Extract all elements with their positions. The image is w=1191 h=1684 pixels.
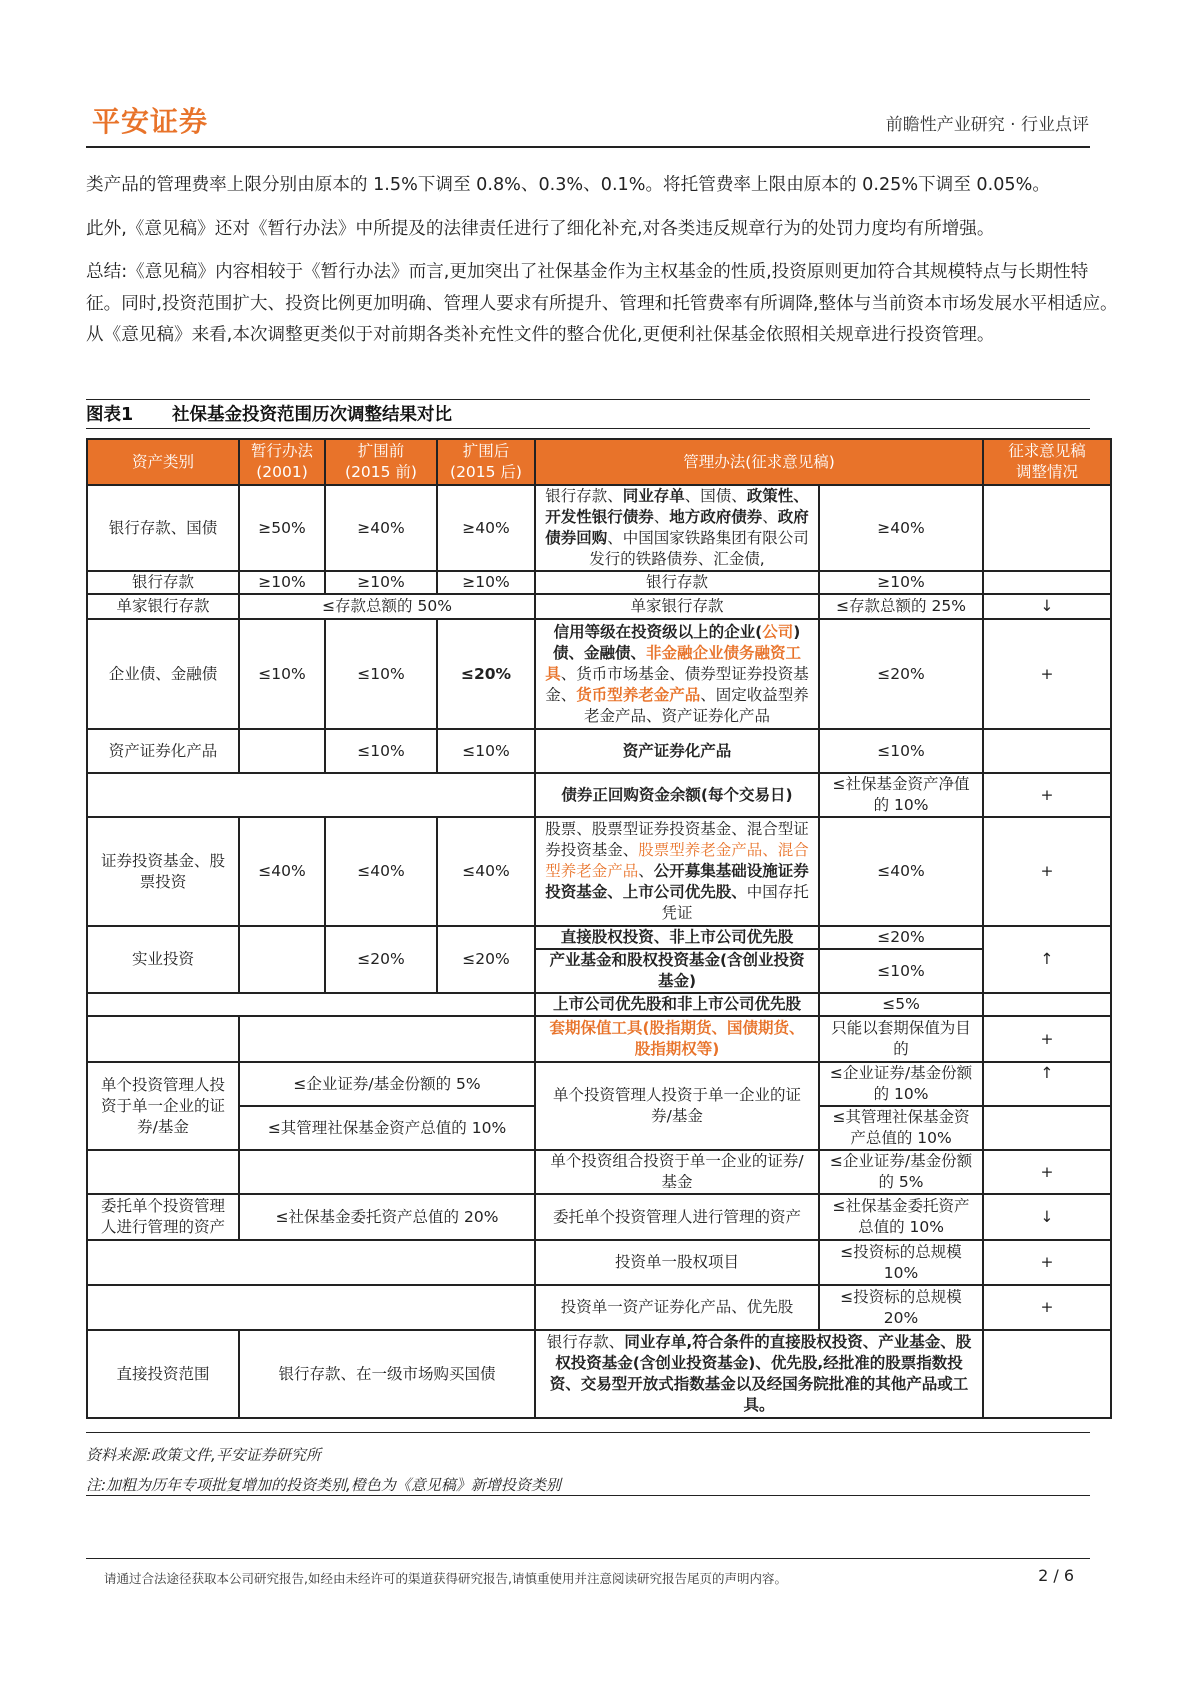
cell-value: ≤40% <box>325 817 437 926</box>
cell-value: ≥10% <box>437 571 535 594</box>
source-note: 资料来源:政策文件,平安证券研究所 <box>86 1446 321 1464</box>
header-divider <box>86 146 1090 148</box>
table-row <box>87 729 1111 773</box>
header-after-2015: 扩围后 (2015 后) <box>437 439 535 485</box>
cell-category: 直接投资范围 <box>87 1330 239 1418</box>
cell-draft-limit: ≤社保基金委托资产总值的 10% <box>819 1194 983 1240</box>
cell-value: ≤20% <box>437 619 535 729</box>
cell-empty <box>87 1150 239 1194</box>
figure-caption <box>86 401 452 426</box>
cell-value-merged: ≤企业证券/基金份额的 5% <box>239 1062 535 1106</box>
cell-draft-scope: 直接股权投资、非上市公司优先股 <box>535 926 819 949</box>
header-asset-class: 资产类别 <box>87 439 239 485</box>
cell-value <box>239 729 325 773</box>
cell-category: 企业债、金融债 <box>87 619 239 729</box>
cell-adjustment <box>983 1330 1111 1418</box>
cell-category: 银行存款、国债 <box>87 485 239 571</box>
cell-draft-scope: 单个投资组合投资于单一企业的证券/基金 <box>535 1150 819 1194</box>
cell-draft-scope: 委托单个投资管理人进行管理的资产 <box>535 1194 819 1240</box>
cell-value: ≤10% <box>239 619 325 729</box>
figure-title: 社保基金投资范围历次调整结果对比 <box>172 405 452 425</box>
cell-draft-limit: ≤存款总额的 25% <box>819 594 983 619</box>
cell-draft-scope: 银行存款 <box>535 571 819 594</box>
cell-value <box>239 926 325 993</box>
cell-draft-limit: ≥10% <box>819 571 983 594</box>
header-draft-measures: 管理办法(征求意见稿) <box>535 439 983 485</box>
cell-draft-limit: ≤企业证券/基金份额的 10% <box>819 1062 983 1106</box>
cell-draft-limit: ≤40% <box>819 817 983 926</box>
paragraph-summary: 总结:《意见稿》内容相较于《暂行办法》而言,更加突出了社保基金作为主权基金的性质,投资原则更加符合其规模特点与长期性特征。同时,投资范围扩大、投资比例更加明确、管理人要求有所提升、管理和托管费率有所调降,整体与当前资本市场发展水平相适应。从《意见稿》来看,本次调整更类似于对前期各类补充性文件的整合优化,更便利社保基金依照相关规章进行投资管理。 <box>86 262 1118 345</box>
cell-category: 单个投资管理人投资于单一企业的证券/基金 <box>87 1062 239 1150</box>
header-before-2015: 扩围前 (2015 前) <box>325 439 437 485</box>
cell-draft-limit: ≥40% <box>819 485 983 571</box>
cell-empty <box>87 773 535 817</box>
cell-value: ≥40% <box>437 485 535 571</box>
table-row <box>87 1194 1111 1240</box>
table-row <box>87 594 1111 619</box>
cell-draft-limit: ≤10% <box>819 729 983 773</box>
cell-value: ≤20% <box>437 926 535 993</box>
cell-adjustment: + <box>983 1285 1111 1330</box>
page-number: 2 / 6 <box>1038 1566 1074 1585</box>
table-row <box>87 485 1111 571</box>
table-row <box>87 817 1111 926</box>
cell-value: ≤40% <box>239 817 325 926</box>
table-row <box>87 1016 1111 1062</box>
cell-adjustment: + <box>983 1150 1111 1194</box>
cell-empty <box>239 1150 535 1194</box>
cell-draft-scope: 投资单一资产证券化产品、优先股 <box>535 1285 819 1330</box>
cell-category: 资产证券化产品 <box>87 729 239 773</box>
table-row <box>87 773 1111 817</box>
cell-draft-scope: 单个投资管理人投资于单一企业的证券/基金 <box>535 1062 819 1150</box>
cell-adjustment: + <box>983 817 1111 926</box>
cell-adjustment: ↓ <box>983 1194 1111 1240</box>
cell-empty <box>87 993 535 1016</box>
cell-adjustment <box>983 485 1111 571</box>
header-interim-2001: 暂行办法 (2001) <box>239 439 325 485</box>
cell-category: 委托单个投资管理人进行管理的资产 <box>87 1194 239 1240</box>
cell-adjustment: ↑ <box>983 1062 1111 1106</box>
cell-value-merged: ≤其管理社保基金资产总值的 10% <box>239 1106 535 1150</box>
cell-adjustment: + <box>983 773 1111 817</box>
cell-value: ≥40% <box>325 485 437 571</box>
cell-category: 证券投资基金、股票投资 <box>87 817 239 926</box>
paragraph-legal-liability: 此外,《意见稿》还对《暂行办法》中所提及的法律责任进行了细化补充,对各类违反规章行为的处罚力度均有所增强。 <box>86 219 995 239</box>
table-row <box>87 993 1111 1016</box>
cell-draft-limit: ≤投资标的总规模 10% <box>819 1240 983 1285</box>
footer-disclaimer: 请通过合法途径获取本公司研究报告,如经由未经许可的渠道获得研究报告,请慎重使用并注意阅读研究报告尾页的声明内容。 <box>104 1571 787 1586</box>
cell-value-merged: ≤社保基金委托资产总值的 20% <box>239 1194 535 1240</box>
cell-adjustment: + <box>983 1240 1111 1285</box>
table-row <box>87 571 1111 594</box>
cell-value-merged: 银行存款、在一级市场购买国债 <box>239 1330 535 1418</box>
cell-empty <box>87 1285 535 1330</box>
cell-value: ≥10% <box>325 571 437 594</box>
cell-empty <box>87 1016 239 1062</box>
cell-category: 银行存款 <box>87 571 239 594</box>
report-section-label: 前瞻性产业研究 · 行业点评 <box>885 115 1089 135</box>
cell-draft-scope: 套期保值工具(股指期货、国债期货、股指期权等) <box>535 1016 819 1062</box>
cell-draft-limit: 只能以套期保值为目的 <box>819 1016 983 1062</box>
table-row <box>87 1285 1111 1330</box>
table-row <box>87 619 1111 729</box>
cell-draft-scope: 银行存款、同业存单,符合条件的直接股权投资、产业基金、股权投资基金(含创业投资基金)、优先股,经批准的股票指数投资、交易型开放式指数基金以及经国务院批准的其他产品或工具。 <box>535 1330 983 1418</box>
cell-draft-limit: ≤20% <box>819 619 983 729</box>
cell-empty <box>87 1240 535 1285</box>
cell-value: ≤20% <box>325 926 437 993</box>
cell-draft-scope: 银行存款、同业存单、国债、政策性、开发性银行债券、地方政府债券、政府债券回购、中国国家铁路集团有限公司发行的铁路债券、汇金债, <box>535 485 819 571</box>
cell-adjustment <box>983 729 1111 773</box>
cell-adjustment: + <box>983 619 1111 729</box>
cell-draft-scope: 投资单一股权项目 <box>535 1240 819 1285</box>
table-header-row <box>87 439 1111 485</box>
footer-divider <box>86 1558 1090 1559</box>
brand-logo: 平安证券 <box>92 105 209 138</box>
cell-adjustment: ↓ <box>983 594 1111 619</box>
legend-note: 注:加粗为历年专项批复增加的投资类别,橙色为《意见稿》新增投资类别 <box>86 1476 561 1494</box>
cell-value: ≥50% <box>239 485 325 571</box>
cell-draft-scope: 上市公司优先股和非上市公司优先股 <box>535 993 819 1016</box>
cell-draft-scope: 单家银行存款 <box>535 594 819 619</box>
cell-draft-limit: ≤5% <box>819 993 983 1016</box>
cell-draft-limit: ≤10% <box>819 949 983 993</box>
cell-value: ≤10% <box>325 619 437 729</box>
figure-number: 图表1 <box>86 405 134 425</box>
cell-value: ≤40% <box>437 817 535 926</box>
cell-value-merged: ≤存款总额的 50% <box>239 594 535 619</box>
cell-value: ≤10% <box>437 729 535 773</box>
cell-draft-scope: 资产证券化产品 <box>535 729 819 773</box>
table-row <box>87 926 1111 949</box>
cell-draft-limit: ≤其管理社保基金资产总值的 10% <box>819 1106 983 1150</box>
cell-category: 单家银行存款 <box>87 594 239 619</box>
table-row <box>87 1062 1111 1106</box>
table-row <box>87 1240 1111 1285</box>
cell-adjustment <box>983 993 1111 1016</box>
source-bottom-rule <box>86 1495 1090 1496</box>
cell-draft-scope: 信用等级在投资级以上的企业(公司)债、金融债、非金融企业债务融资工具、货币市场基金、债券型证券投资基金、货币型养老金产品、固定收益型养老金产品、资产证券化产品 <box>535 619 819 729</box>
cell-empty <box>239 1016 535 1062</box>
cell-draft-limit: ≤20% <box>819 926 983 949</box>
comparison-table <box>86 438 1112 1419</box>
cell-draft-limit: ≤社保基金资产净值的 10% <box>819 773 983 817</box>
cell-adjustment: + <box>983 1016 1111 1062</box>
header-adjustment: 征求意见稿 调整情况 <box>983 439 1111 485</box>
cell-draft-scope: 股票、股票型证券投资基金、混合型证券投资基金、股票型养老金产品、混合型养老金产品、公开募集基础设施证券投资基金、上市公司优先股、中国存托凭证 <box>535 817 819 926</box>
cell-draft-scope: 债券正回购资金余额(每个交易日) <box>535 773 819 817</box>
table-row <box>87 1330 1111 1418</box>
cell-adjustment: ↑ <box>983 926 1111 993</box>
figure-bottom-rule <box>86 428 1090 429</box>
cell-draft-limit: ≤企业证券/基金份额的 5% <box>819 1150 983 1194</box>
table-row <box>87 1150 1111 1194</box>
cell-draft-scope: 产业基金和股权投资基金(含创业投资基金) <box>535 949 819 993</box>
figure-top-rule <box>86 399 1090 400</box>
paragraph-fee-rates: 类产品的管理费率上限分别由原本的 1.5%下调至 0.8%、0.3%、0.1%。将托管费率上限由原本的 0.25%下调至 0.05%。 <box>86 175 1050 195</box>
cell-adjustment <box>983 571 1111 594</box>
source-top-rule <box>86 1432 1090 1433</box>
cell-value: ≥10% <box>239 571 325 594</box>
cell-draft-limit: ≤投资标的总规模 20% <box>819 1285 983 1330</box>
cell-value: ≤10% <box>325 729 437 773</box>
cell-category: 实业投资 <box>87 926 239 993</box>
cell-adjustment <box>983 1106 1111 1150</box>
